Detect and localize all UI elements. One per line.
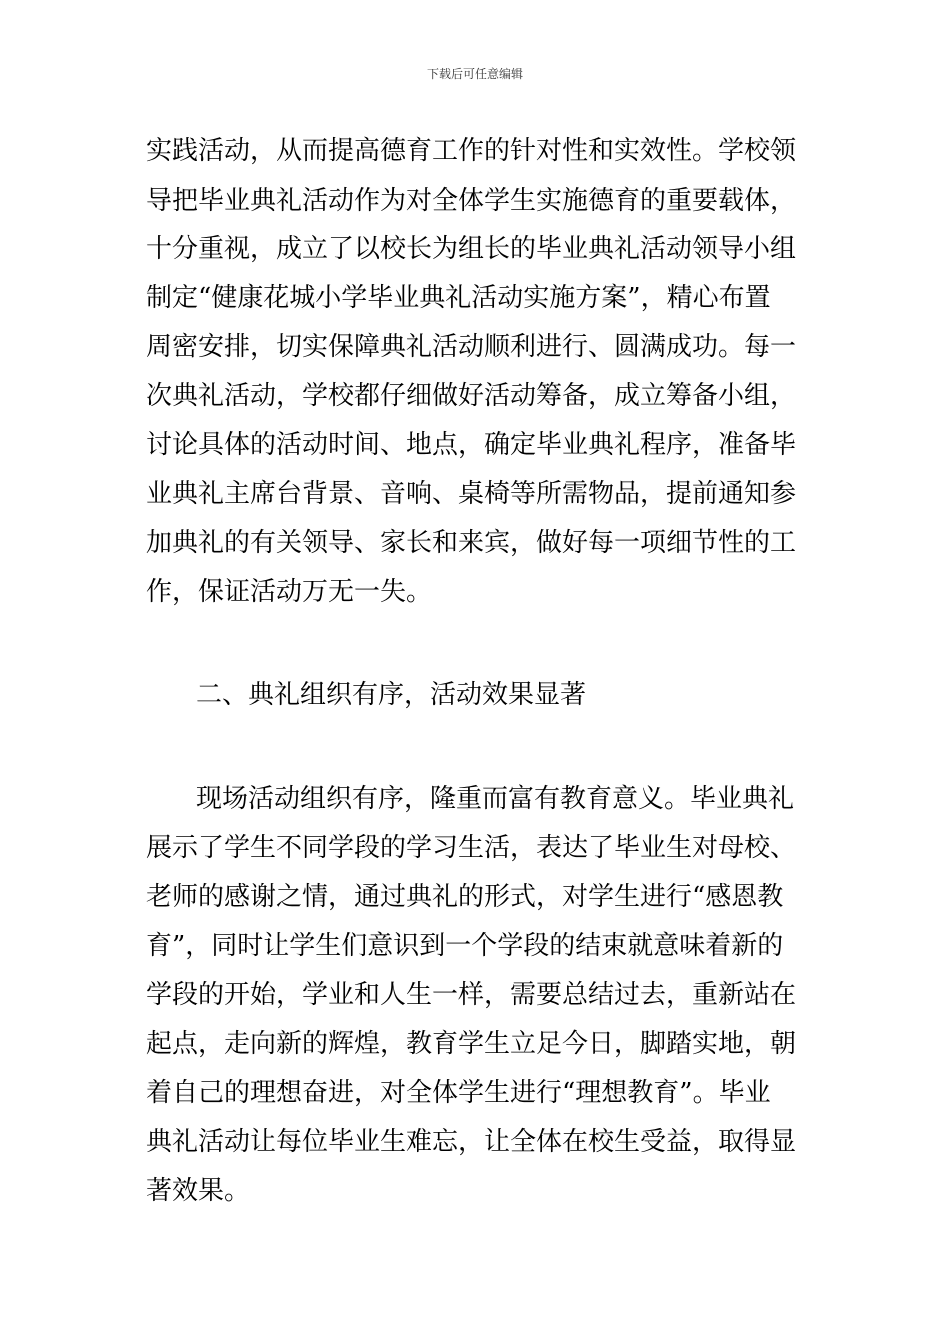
paragraph-2-line-2: 展示了学生不同学段的学习生活，表达了毕业生对母校、 xyxy=(146,833,797,863)
paragraph-1-line-8: 业典礼主席台背景、音响、桌椅等所需物品，提前通知参 xyxy=(146,479,797,509)
paragraph-2-line-8: 典礼活动让每位毕业生难忘，让全体在校生受益，取得显 xyxy=(146,1127,797,1157)
section-heading: 二、典礼组织有序，活动效果显著 xyxy=(196,680,587,710)
paragraph-1-line-1: 实践活动，从而提高德育工作的针对性和实效性。学校领 xyxy=(146,136,797,166)
paragraph-2-line-7: 着自己的理想奋进，对全体学生进行“理想教育”。毕业 xyxy=(146,1078,771,1108)
paragraph-1-line-5: 周密安排，切实保障典礼活动顺利进行、圆满成功。每一 xyxy=(146,332,797,362)
paragraph-1-line-7: 讨论具体的活动时间、地点，确定毕业典礼程序，准备毕 xyxy=(146,430,797,460)
paragraph-1-line-2: 导把毕业典礼活动作为对全体学生实施德育的重要载体， xyxy=(146,186,797,216)
paragraph-2-line-6: 起点，走向新的辉煌，教育学生立足今日，脚踏实地，朝 xyxy=(146,1029,797,1059)
paragraph-1-line-9: 加典礼的有关领导、家长和来宾，做好每一项细节性的工 xyxy=(146,528,797,558)
paragraph-1-line-4: 制定“健康花城小学毕业典礼活动实施方案”，精心布置 xyxy=(146,283,771,313)
paragraph-1-line-10: 作，保证活动万无一失。 xyxy=(146,577,433,607)
paragraph-2-line-9: 著效果。 xyxy=(146,1176,251,1206)
paragraph-1-line-6: 次典礼活动，学校都仔细做好活动筹备，成立筹备小组， xyxy=(146,381,797,411)
paragraph-2-line-1: 现场活动组织有序，隆重而富有教育意义。毕业典礼 xyxy=(196,784,795,814)
page-header: 下载后可任意编辑 xyxy=(426,67,523,81)
paragraph-2-line-5: 学段的开始，学业和人生一样，需要总结过去，重新站在 xyxy=(146,980,797,1010)
paragraph-1-line-3: 十分重视，成立了以校长为组长的毕业典礼活动领导小组 xyxy=(146,234,797,264)
paragraph-2-line-4: 育”，同时让学生们意识到一个学段的结束就意味着新的 xyxy=(146,931,784,961)
paragraph-2-line-3: 老师的感谢之情，通过典礼的形式，对学生进行“感恩教 xyxy=(146,882,784,912)
